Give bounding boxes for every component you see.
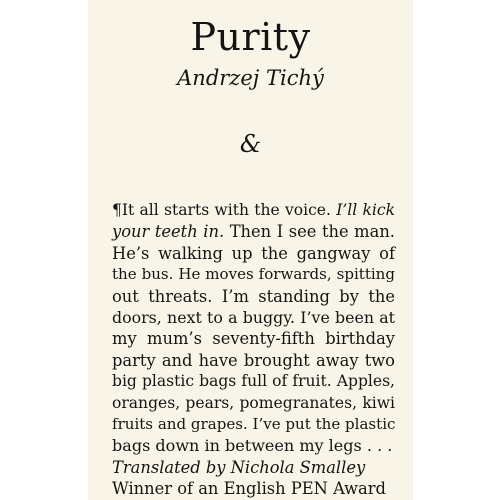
book-author: Andrzej Tichý [177,66,324,90]
ampersand-ornament: & [239,130,262,158]
translator-credit: Translated by Nichola Smalley [112,457,366,477]
blurb-line: doors, next to a buggy. I’ve been at [112,308,395,328]
award-credit: Winner of an English PEN Award [112,479,386,499]
blurb-line: fruits and grapes. I’ve put the plastic [112,415,396,434]
blurb-line: big plastic bags full of fruit. Apples, [112,372,395,391]
blurb-line: oranges, pears, pomegranates, kiwi [112,393,395,412]
blurb-line: party and have brought away two [112,350,395,370]
blurb-line: the bus. He moves forwards, spitting [112,265,395,284]
book-title: Purity [190,15,311,59]
blurb-line: ¶It all starts with the voice. I’ll kick [112,201,395,219]
blurb-line: your teeth in. Then I see the man. [112,222,395,242]
blurb-line: my mum’s seventy-fifth birthday [112,329,395,349]
book-cover [88,0,413,500]
blurb-line: bags down in between my legs . . . [112,436,393,456]
blurb-text [112,200,395,500]
blurb-line: out threats. I’m standing by the [112,286,395,306]
blurb-line: He’s walking up the gangway of [112,243,395,263]
